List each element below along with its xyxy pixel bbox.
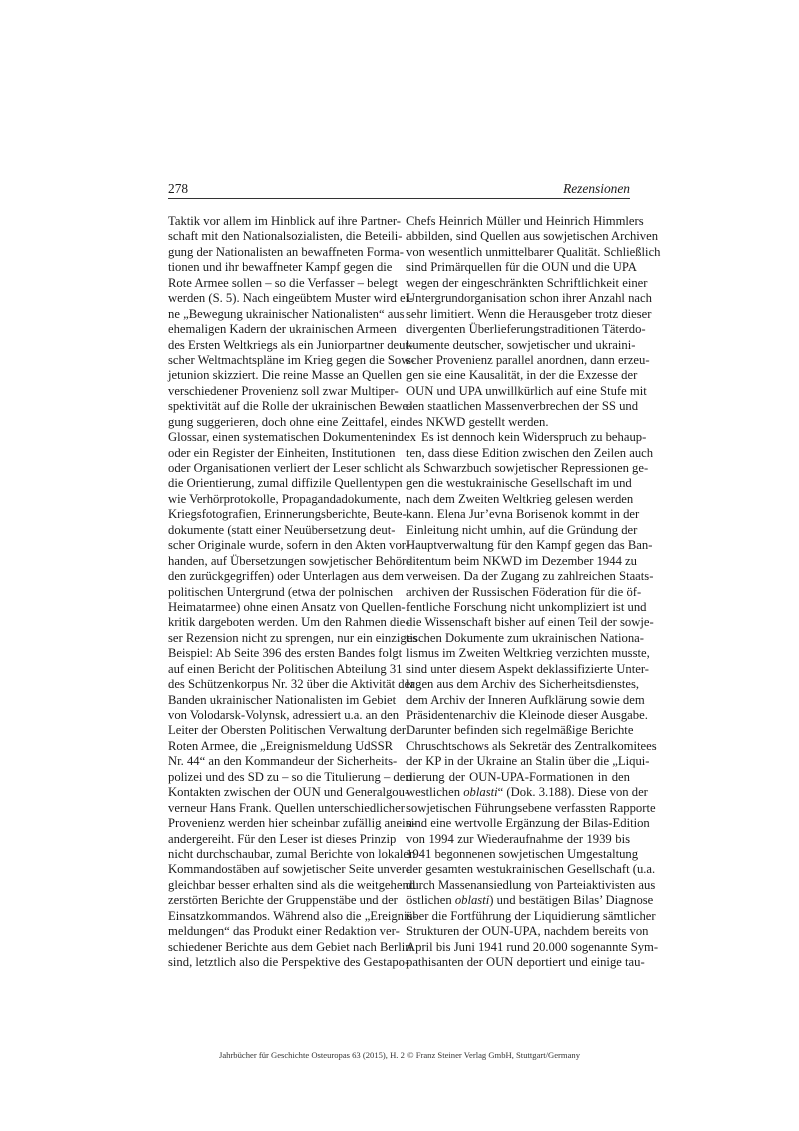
text-line: Es ist dennoch kein Widerspruch zu behaup- <box>421 430 647 445</box>
text-line: archiven der Russischen Föderation für die öf- <box>406 584 642 599</box>
text-line: westlichen oblasti“ (Dok. 3.188). Diese von der <box>406 785 648 800</box>
text-line: der KP in der Ukraine an Stalin über die „Liqui- <box>406 754 650 769</box>
text-line: sind Primärquellen für die OUN und die UPA <box>406 260 637 275</box>
text-line: gen sie eine Kausalität, in der die Exzesse der <box>406 368 638 383</box>
text-line: Kriegsfotografien, Erinnerungsberichte, Beute- <box>168 507 407 522</box>
text-line: kritik dargeboten werden. Um den Rahmen die- <box>168 615 410 630</box>
text-line: Taktik vor allem im Hinblick auf ihre Partner- <box>168 214 401 228</box>
text-line: werden (S. 5). Nach eingeübtem Muster wird ei- <box>168 291 414 306</box>
text-line: Einleitung nicht umhin, auf die Gründung der <box>406 522 638 537</box>
text-line: gung der Nationalisten an bewaffneten Forma- <box>168 244 404 259</box>
text-line: sowjetischen Führungsebene verfassten Rapporte <box>406 800 656 815</box>
text-line: fentliche Forschung nicht unkompliziert ist und <box>406 599 647 614</box>
text-line: pathisanten der OUN deportiert und einige tau- <box>406 955 645 969</box>
text-line: ten, dass diese Edition zwischen den Zeilen auch <box>406 445 654 460</box>
text-line: gen die westukrainische Gesellschaft im und <box>406 476 632 491</box>
text-line: nach dem Zweiten Weltkrieg gelesen werden <box>406 491 634 506</box>
text-line: verschiedener Provenienz soll zwar Multiper- <box>168 383 399 398</box>
text-line: gung suggerieren, doch ohne eine Zeittafel, ein <box>168 414 406 429</box>
text-line: politischen Untergrund (etwa der polnischen <box>168 584 394 599</box>
text-line: auf einen Bericht der Politischen Abteilung 31 <box>168 661 403 676</box>
text-line: meldungen“ das Produkt einer Redaktion ver- <box>168 924 400 939</box>
text-line: Heimatarmee) ohne einen Ansatz von Quellen- <box>168 599 406 614</box>
text-line: April bis Juni 1941 rund 20.000 sogenannte Sym- <box>406 939 659 954</box>
text-line: scher Weltmachtspläne im Krieg gegen die Sow- <box>168 352 415 367</box>
text-line: des Ersten Weltkriegs als ein Juniorpartner deut- <box>168 337 414 352</box>
running-title: Rezensionen <box>563 181 630 196</box>
footer-copyright: Jahrbücher für Geschichte Osteuropas 63 (2015), H. 2 © Franz Steiner Verlag GmbH, Stuttgart/Germany <box>218 1050 580 1060</box>
text-line: 1941 begonnenen sowjetischen Umgestaltung <box>406 846 639 861</box>
text-line: Glossar, einen systematischen Dokumentenindex <box>168 430 417 445</box>
page-number: 278 <box>168 181 189 196</box>
text-line: Nr. 44“ an den Kommandeur der Sicherheits- <box>168 754 398 769</box>
text-line: zerstörten Berichte der Gruppenstäbe und der <box>168 893 398 908</box>
text-line: ne „Bewegung ukrainischer Nationalisten“ aus <box>168 306 405 321</box>
text-line: Chruschtschows als Sekretär des Zentralkomitees <box>406 738 657 753</box>
text-line: sehr limitiert. Wenn die Herausgeber trotz dieser <box>406 306 652 321</box>
text-line: kumente deutscher, sowjetischer und ukraini- <box>406 337 636 352</box>
text-line: östlichen oblasti) und bestätigen Bilas’ Diagnose <box>406 893 654 908</box>
text-line: andergereiht. Für den Leser ist dieses Prinzip <box>168 831 397 846</box>
text-line: spektivität auf die Rolle der ukrainischen Bewe- <box>168 399 413 414</box>
left-column <box>168 214 418 970</box>
text-line: den zurückgegriffen) oder Unterlagen aus dem <box>168 569 404 584</box>
text-line: abbilden, sind Quellen aus sowjetischen Archiven <box>406 229 659 244</box>
text-line: scher Provenienz parallel anordnen, dann erzeu- <box>406 352 650 367</box>
text-line: die Orientierung, zumal diffizile Quellentypen <box>168 476 403 491</box>
text-line: durch Massenansiedlung von Parteiaktivisten aus <box>406 877 656 892</box>
right-column <box>406 214 661 970</box>
text-line: divergenten Überlieferungstraditionen Täterdo- <box>406 322 646 337</box>
text-line: Banden ukrainischer Nationalisten im Gebiet <box>168 692 397 707</box>
text-line: Hauptverwaltung für den Kampf gegen das Ban- <box>406 538 653 553</box>
header-rule <box>168 198 630 199</box>
text-line: Rote Armee sollen – so die Verfasser – belegt <box>168 275 399 290</box>
text-line: Einsatzkommandos. Während also die „Ereignis- <box>168 908 417 923</box>
text-line: polizei und des SD zu – so die Titulierung – den <box>168 769 412 784</box>
text-line: Strukturen der OUN-UPA, nachdem bereits von <box>406 924 649 939</box>
text-line: oder Organisationen verliert der Leser schlicht <box>168 461 404 475</box>
text-line: von 1994 zur Wiederaufnahme der 1939 bis <box>406 831 630 846</box>
text-line: sind unter diesem Aspekt deklassifizierte Unter- <box>406 661 650 676</box>
text-line: schiedener Berichte aus dem Gebiet nach Berlin <box>168 939 412 954</box>
text-line: verweisen. Da der Zugang zu zahlreichen Staats- <box>406 569 654 584</box>
text-line: die Wissenschaft bisher auf einen Teil der sowje- <box>406 615 654 630</box>
text-line: nicht durchschaubar, zumal Berichte von lokalen <box>168 846 416 861</box>
text-line: Leiter der Obersten Politischen Verwaltung der <box>168 723 407 738</box>
text-line: ser Rezension nicht zu sprengen, nur ein einziges <box>168 630 418 645</box>
text-line: Darunter befinden sich regelmäßige Berichte <box>406 723 634 738</box>
text-line: ditentum beim NKWD im Dezember 1944 zu <box>406 553 637 568</box>
text-line: Provenienz werden hier scheinbar zufällig anein- <box>168 816 417 831</box>
text-line: oder ein Register der Einheiten, Institutionen <box>168 445 396 460</box>
text-line: kann. Elena Jur’evna Borisenok kommt in der <box>406 507 640 522</box>
text-line: OUN und UPA unwillkürlich auf eine Stufe mit <box>406 383 647 398</box>
text-line: des Schützenkorpus Nr. 32 über die Aktivität der <box>168 677 415 692</box>
text-line: von Volodarsk-Volynsk, adressiert u.a. an den <box>168 708 400 722</box>
text-line: den staatlichen Massenverbrechen der SS und <box>406 399 639 414</box>
text-line: handen, auf Übersetzungen sowjetischer Behör- <box>168 553 411 568</box>
text-line: sind, letztlich also die Perspektive des Gestapo- <box>168 955 410 969</box>
text-line: Roten Armee, die „Ereignismeldung UdSSR <box>168 738 394 753</box>
text-line: Kontakten zwischen der OUN und Generalgou- <box>168 785 410 800</box>
text-line: ehemaligen Kadern der ukrainischen Armeen <box>168 322 397 337</box>
text-line: wie Verhörprotokolle, Propagandadokumente, <box>168 491 401 506</box>
text-line: über die Fortführung der Liquidierung sämtlicher <box>406 908 656 923</box>
text-line: Beispiel: Ab Seite 396 des ersten Bandes folgt <box>168 646 403 661</box>
text-line: wegen der eingeschränkten Schriftlichkeit einer <box>406 275 648 290</box>
text-line: dierung der OUN-UPA-Formationen in den <box>406 769 630 784</box>
text-line: Untergrundorganisation schon ihrer Anzahl nach <box>406 291 652 306</box>
text-line: tischen Dokumente zum ukrainischen Nationa- <box>406 630 644 645</box>
text-line: sind eine wertvolle Ergänzung der Bilas-Edition <box>406 816 650 831</box>
text-line: scher Originale wurde, sofern in den Akten vor- <box>168 538 410 553</box>
text-line: des NKWD gestellt werden. <box>406 414 549 429</box>
text-line: verneur Hans Frank. Quellen unterschiedlicher <box>168 800 405 815</box>
text-line: Präsidentenarchiv die Kleinode dieser Ausgabe. <box>406 708 648 722</box>
text-line: tionen und ihr bewaffneter Kampf gegen die <box>168 260 393 275</box>
text-line: schaft mit den Nationalsozialisten, die Beteili- <box>168 229 403 244</box>
text-line: lagen aus dem Archiv des Sicherheitsdienstes, <box>406 677 640 692</box>
text-line: von wesentlich unmittelbarer Qualität. Schließlich <box>406 244 661 259</box>
text-line: dokumente (statt einer Neuübersetzung deut- <box>168 522 396 537</box>
text-line: lismus im Zweiten Weltkrieg verzichten musste, <box>406 646 650 661</box>
text-line: dem Archiv der Inneren Aufklärung sowie dem <box>406 692 645 707</box>
text-line: der gesamten westukrainischen Gesellschaft (u.a. <box>406 862 656 877</box>
text-line: Kommandostäben auf sowjetischer Seite unver- <box>168 862 410 877</box>
text-line: Chefs Heinrich Müller und Heinrich Himmlers <box>406 214 644 228</box>
page-header <box>168 181 630 199</box>
text-line: als Schwarzbuch sowjetischer Repressionen ge- <box>406 461 649 475</box>
text-line: gleichbar besser erhalten sind als die weitgehend <box>168 877 416 892</box>
text-line: jetunion skizziert. Die reine Masse an Quellen <box>168 368 403 383</box>
